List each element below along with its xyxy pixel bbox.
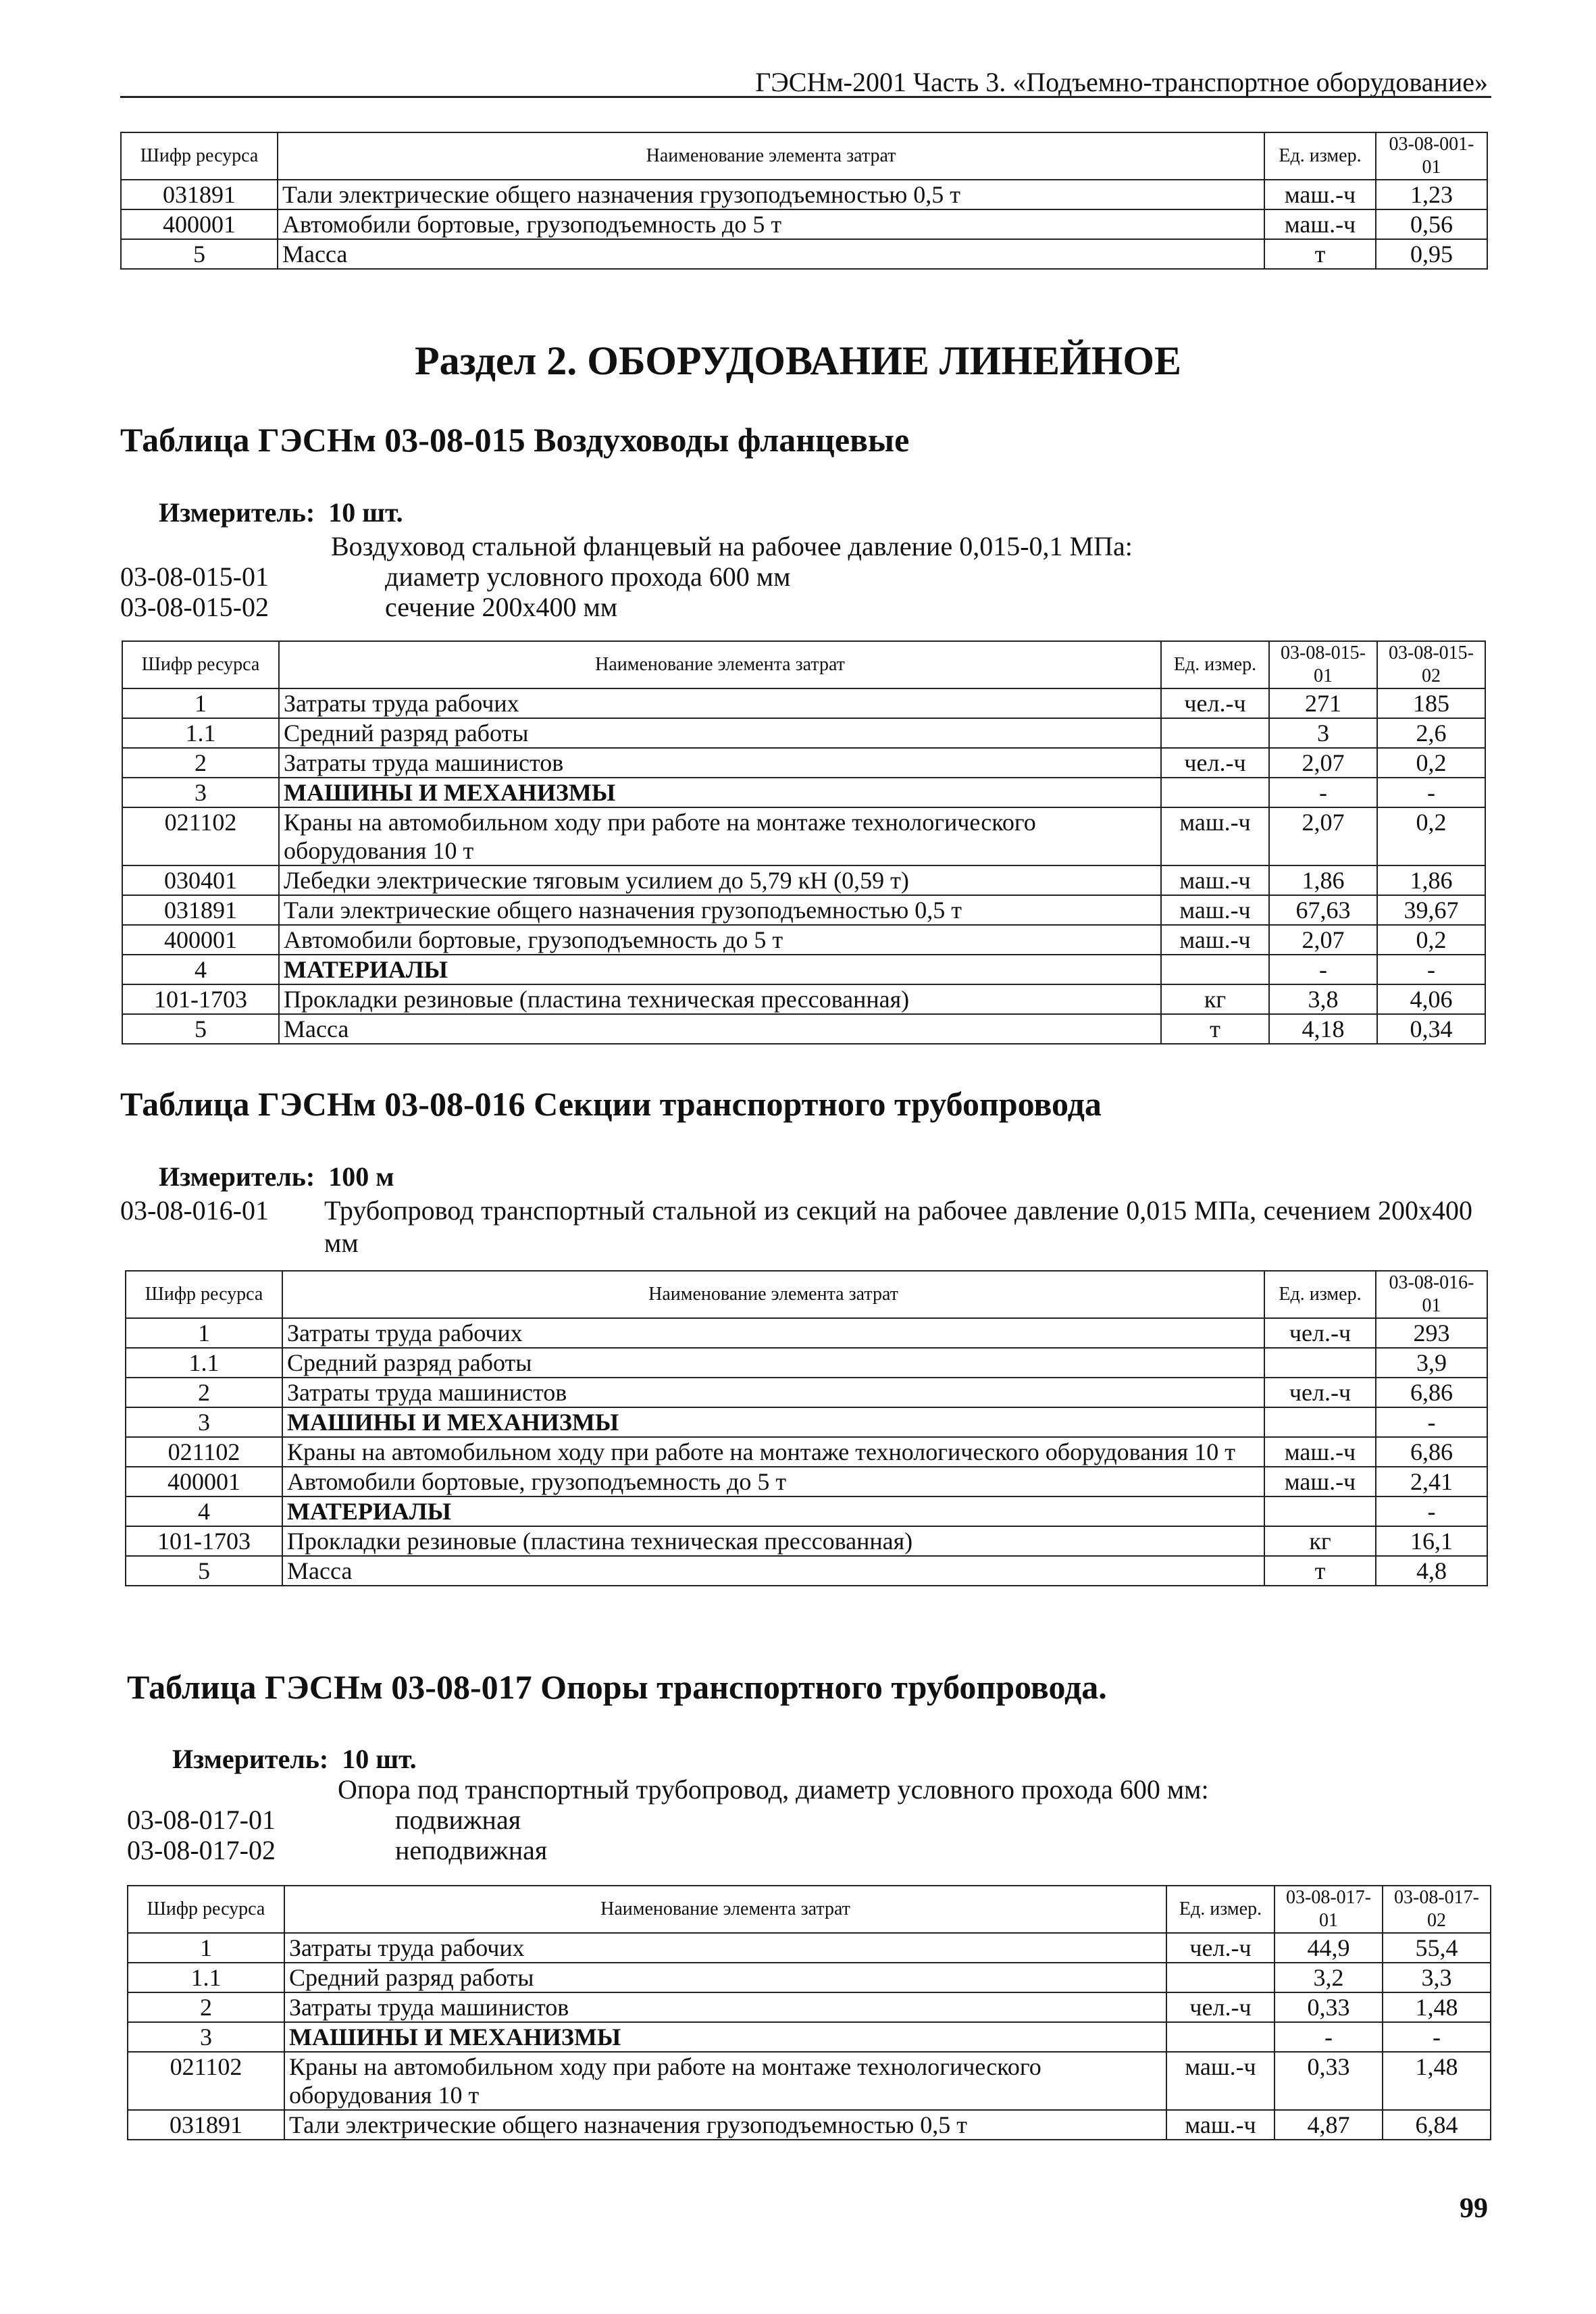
value-cell: - (1376, 1407, 1487, 1437)
item-text: Трубопровод транспортный стальной из секций на рабочее давление 0,015 МПа, сечением 200х400 мм (324, 1195, 1472, 1258)
value-cell: 0,2 (1377, 807, 1485, 865)
resource-code-cell: 400001 (121, 209, 278, 239)
resource-name-cell: Масса (278, 239, 1264, 269)
resource-code-cell: 2 (122, 748, 279, 778)
value-cell: 2,6 (1377, 718, 1485, 748)
resource-code-cell: 3 (128, 2022, 284, 2052)
value-cell: 2,07 (1269, 748, 1377, 778)
value-cell: - (1377, 955, 1485, 984)
resource-code-cell: 5 (122, 1014, 279, 1044)
value-cell: 4,18 (1269, 1014, 1377, 1044)
resource-name-cell: Краны на автомобильном ходу при работе на монтаже технологического оборудования 10 т (282, 1437, 1264, 1467)
resource-code-cell: 4 (126, 1496, 282, 1526)
value-cell: 0,56 (1376, 209, 1487, 239)
unit-cell: маш.-ч (1166, 2052, 1275, 2110)
header-unit: Ед. измер. (1264, 1271, 1376, 1318)
table-row (122, 1014, 1485, 1044)
meter-value: 10 шт. (342, 1744, 417, 1774)
resource-name-cell: МАТЕРИАЛЫ (279, 955, 1161, 984)
resource-table-03-08-016 (125, 1270, 1488, 1586)
value-cell: 293 (1376, 1318, 1487, 1348)
resource-name-cell: Лебедки электрические тяговым усилием до 5,79 кН (0,59 т) (279, 865, 1161, 895)
unit-cell (1166, 2022, 1275, 2052)
value-cell: 6,84 (1383, 2110, 1491, 2140)
item-code: 03-08-017-02 (127, 1835, 276, 1865)
header-unit: Ед. измер. (1166, 1886, 1275, 1933)
table-row (122, 865, 1485, 895)
resource-code-cell: 1.1 (126, 1348, 282, 1378)
value-cell: 2,07 (1269, 925, 1377, 955)
resource-code-cell: 5 (126, 1556, 282, 1586)
unit-cell (1264, 1348, 1376, 1378)
resource-name-cell: Затраты труда машинистов (282, 1378, 1264, 1407)
value-cell: 1,48 (1383, 1992, 1491, 2022)
unit-cell: чел.-ч (1161, 688, 1269, 718)
value-cell: - (1269, 955, 1377, 984)
value-cell: 3,9 (1376, 1348, 1487, 1378)
meter-017 (172, 1743, 417, 1775)
resource-code-cell: 1 (128, 1933, 284, 1963)
value-cell: 271 (1269, 688, 1377, 718)
table-row (128, 1992, 1491, 2022)
table-row (126, 1526, 1487, 1556)
item-text: неподвижная (395, 1835, 548, 1865)
table-title-016: Таблица ГЭСНм 03-08-016 Секции транспортного трубопровода (120, 1085, 1102, 1123)
resource-code-cell: 031891 (122, 895, 279, 925)
meter-label: Измеритель: (172, 1744, 329, 1774)
value-cell: - (1275, 2022, 1383, 2052)
unit-cell: чел.-ч (1166, 1933, 1275, 1963)
header-name: Наименование элемента затрат (282, 1271, 1264, 1318)
table-row (126, 1378, 1487, 1407)
unit-cell: чел.-ч (1264, 1378, 1376, 1407)
value-cell: - (1383, 2022, 1491, 2052)
table-title-015: Таблица ГЭСНм 03-08-015 Воздуховоды фланцевые (120, 421, 910, 459)
value-cell: 16,1 (1376, 1526, 1487, 1556)
table-row (121, 180, 1487, 209)
item-code: 03-08-015-01 (120, 561, 269, 592)
value-cell: 1,48 (1383, 2052, 1491, 2110)
value-cell: 2,07 (1269, 807, 1377, 865)
value-cell: - (1376, 1496, 1487, 1526)
unit-cell (1161, 778, 1269, 807)
table-row (122, 718, 1485, 748)
table-row (128, 2110, 1491, 2140)
table-row (122, 807, 1485, 865)
resource-name-cell: Тали электрические общего назначения грузоподъемностью 0,5 т (279, 895, 1161, 925)
value-cell: 2,41 (1376, 1467, 1487, 1496)
resource-code-cell: 2 (126, 1378, 282, 1407)
value-cell: 3,8 (1269, 984, 1377, 1014)
table-row (122, 778, 1485, 807)
table-row (126, 1496, 1487, 1526)
table-row (126, 1437, 1487, 1467)
table-body (121, 180, 1487, 269)
intro-015: Воздуховод стальной фланцевый на рабочее давление 0,015-0,1 МПа: (331, 531, 1133, 561)
table-body (122, 688, 1485, 1044)
meter-value: 10 шт. (328, 497, 403, 528)
unit-cell: чел.-ч (1166, 1992, 1275, 2022)
table-row (126, 1556, 1487, 1586)
resource-name-cell: МАТЕРИАЛЫ (282, 1496, 1264, 1526)
table-row (128, 1963, 1491, 1992)
table-row (126, 1348, 1487, 1378)
value-cell: 39,67 (1377, 895, 1485, 925)
unit-cell: маш.-ч (1161, 807, 1269, 865)
item-text: диаметр условного прохода 600 мм (385, 561, 791, 592)
meter-015 (159, 497, 403, 528)
resource-code-cell: 5 (121, 239, 278, 269)
resource-name-cell: Краны на автомобильном ходу при работе на монтаже технологического оборудования 10 т (284, 2052, 1166, 2110)
header-code: Шифр ресурса (128, 1886, 284, 1933)
resource-name-cell: Затраты труда машинистов (284, 1992, 1166, 2022)
value-cell: 67,63 (1269, 895, 1377, 925)
value-cell: 1,23 (1376, 180, 1487, 209)
running-header: ГЭСНм-2001 Часть 3. «Подъемно-транспортное оборудование» (755, 67, 1488, 97)
value-cell: 6,86 (1376, 1378, 1487, 1407)
resource-name-cell: Затраты труда рабочих (282, 1318, 1264, 1348)
table-row (121, 239, 1487, 269)
header-col: 03-08-016-01 (1376, 1271, 1487, 1318)
header-col: 03-08-017-02 (1383, 1886, 1491, 1933)
resource-table-03-08-001 (120, 132, 1488, 270)
item-code: 03-08-016-01 (120, 1195, 269, 1226)
resource-code-cell: 1 (122, 688, 279, 718)
resource-name-cell: Затраты труда рабочих (284, 1933, 1166, 1963)
resource-code-cell: 400001 (126, 1467, 282, 1496)
unit-cell: маш.-ч (1161, 865, 1269, 895)
resource-code-cell: 031891 (128, 2110, 284, 2140)
resource-name-cell: Краны на автомобильном ходу при работе на монтаже технологического оборудования 10 т (279, 807, 1161, 865)
item-text: сечение 200х400 мм (385, 592, 618, 622)
meter-value: 100 м (328, 1161, 394, 1192)
value-cell: 3,2 (1275, 1963, 1383, 1992)
unit-cell: маш.-ч (1264, 1437, 1376, 1467)
header-unit: Ед. измер. (1264, 132, 1376, 180)
item-text: подвижная (395, 1805, 521, 1835)
value-cell: 0,95 (1376, 239, 1487, 269)
header-code: Шифр ресурса (122, 641, 279, 688)
resource-name-cell: Средний разряд работы (284, 1963, 1166, 1992)
unit-cell: маш.-ч (1166, 2110, 1275, 2140)
resource-name-cell: Прокладки резиновые (пластина техническая прессованная) (279, 984, 1161, 1014)
unit-cell: т (1161, 1014, 1269, 1044)
value-cell: 0,2 (1377, 925, 1485, 955)
resource-name-cell: Затраты труда рабочих (279, 688, 1161, 718)
value-cell: 3 (1269, 718, 1377, 748)
header-code: Шифр ресурса (121, 132, 278, 180)
resource-code-cell: 101-1703 (122, 984, 279, 1014)
resource-name-cell: Тали электрические общего назначения грузоподъемностью 0,5 т (278, 180, 1264, 209)
unit-cell: маш.-ч (1264, 1467, 1376, 1496)
table-row (122, 895, 1485, 925)
table-body (128, 1933, 1491, 2140)
unit-cell: маш.-ч (1264, 180, 1376, 209)
resource-code-cell: 021102 (126, 1437, 282, 1467)
unit-cell: т (1264, 1556, 1376, 1586)
meter-label: Измеритель: (159, 497, 315, 528)
table-row (128, 2022, 1491, 2052)
resource-name-cell: Прокладки резиновые (пластина техническая прессованная) (282, 1526, 1264, 1556)
intro-017: Опора под транспортный трубопровод, диаметр условного прохода 600 мм: (338, 1774, 1209, 1805)
table-body (126, 1318, 1487, 1586)
resource-name-cell: МАШИНЫ И МЕХАНИЗМЫ (284, 2022, 1166, 2052)
unit-cell: т (1264, 239, 1376, 269)
section-title: Раздел 2. ОБОРУДОВАНИЕ ЛИНЕЙНОЕ (414, 338, 1182, 383)
value-cell: 0,33 (1275, 1992, 1383, 2022)
resource-code-cell: 1 (126, 1318, 282, 1348)
header-name: Наименование элемента затрат (278, 132, 1264, 180)
resource-name-cell: Автомобили бортовые, грузоподъемность до 5 т (282, 1467, 1264, 1496)
table-row (126, 1467, 1487, 1496)
value-cell: 4,8 (1376, 1556, 1487, 1586)
header-col: 03-08-001-01 (1376, 132, 1487, 180)
item-code: 03-08-017-01 (127, 1805, 276, 1835)
unit-cell (1264, 1496, 1376, 1526)
resource-name-cell: Масса (282, 1556, 1264, 1586)
meter-label: Измеритель: (159, 1161, 315, 1192)
table-row (128, 2052, 1491, 2110)
table-row (121, 209, 1487, 239)
header-rule (120, 96, 1491, 98)
value-cell: 0,33 (1275, 2052, 1383, 2110)
resource-code-cell: 101-1703 (126, 1526, 282, 1556)
resource-code-cell: 021102 (122, 807, 279, 865)
resource-code-cell: 400001 (122, 925, 279, 955)
value-cell: 4,06 (1377, 984, 1485, 1014)
value-cell: 55,4 (1383, 1933, 1491, 1963)
header-name: Наименование элемента затрат (284, 1886, 1166, 1933)
resource-name-cell: Масса (279, 1014, 1161, 1044)
table-row (122, 955, 1485, 984)
resource-name-cell: Средний разряд работы (279, 718, 1161, 748)
header-col: 03-08-015-02 (1377, 641, 1485, 688)
table-row (122, 688, 1485, 718)
value-cell: 4,87 (1275, 2110, 1383, 2140)
table-row (128, 1933, 1491, 1963)
resource-code-cell: 021102 (128, 2052, 284, 2110)
meter-016 (159, 1161, 394, 1192)
value-cell: 3,3 (1383, 1963, 1491, 1992)
unit-cell (1161, 955, 1269, 984)
value-cell: - (1269, 778, 1377, 807)
unit-cell: чел.-ч (1264, 1318, 1376, 1348)
header-col: 03-08-015-01 (1269, 641, 1377, 688)
header-code: Шифр ресурса (126, 1271, 282, 1318)
unit-cell (1161, 718, 1269, 748)
unit-cell: чел.-ч (1161, 748, 1269, 778)
resource-name-cell: МАШИНЫ И МЕХАНИЗМЫ (282, 1407, 1264, 1437)
value-cell: 44,9 (1275, 1933, 1383, 1963)
unit-cell: маш.-ч (1264, 209, 1376, 239)
value-cell: 185 (1377, 688, 1485, 718)
resource-table-03-08-017 (127, 1885, 1491, 2140)
value-cell: 1,86 (1377, 865, 1485, 895)
value-cell: - (1377, 778, 1485, 807)
table-row (122, 748, 1485, 778)
resource-code-cell: 3 (126, 1407, 282, 1437)
header-col: 03-08-017-01 (1275, 1886, 1383, 1933)
table-title-017: Таблица ГЭСНм 03-08-017 Опоры транспортного трубопровода. (127, 1668, 1107, 1706)
unit-cell: кг (1161, 984, 1269, 1014)
value-cell: 0,2 (1377, 748, 1485, 778)
header-name: Наименование элемента затрат (279, 641, 1161, 688)
value-cell: 1,86 (1269, 865, 1377, 895)
unit-cell: маш.-ч (1161, 925, 1269, 955)
resource-code-cell: 1.1 (122, 718, 279, 748)
item-code: 03-08-015-02 (120, 592, 269, 622)
resource-code-cell: 3 (122, 778, 279, 807)
unit-cell: маш.-ч (1161, 895, 1269, 925)
resource-code-cell: 030401 (122, 865, 279, 895)
resource-table-03-08-015 (122, 640, 1486, 1045)
page-number: 99 (1460, 2193, 1488, 2224)
value-cell: 0,34 (1377, 1014, 1485, 1044)
resource-code-cell: 4 (122, 955, 279, 984)
resource-name-cell: Тали электрические общего назначения грузоподъемностью 0,5 т (284, 2110, 1166, 2140)
resource-code-cell: 031891 (121, 180, 278, 209)
resource-name-cell: Средний разряд работы (282, 1348, 1264, 1378)
unit-cell (1166, 1963, 1275, 1992)
resource-code-cell: 2 (128, 1992, 284, 2022)
table-row (122, 925, 1485, 955)
resource-code-cell: 1.1 (128, 1963, 284, 1992)
resource-name-cell: Автомобили бортовые, грузоподъемность до 5 т (279, 925, 1161, 955)
unit-cell: кг (1264, 1526, 1376, 1556)
resource-name-cell: Автомобили бортовые, грузоподъемность до 5 т (278, 209, 1264, 239)
resource-name-cell: МАШИНЫ И МЕХАНИЗМЫ (279, 778, 1161, 807)
resource-name-cell: Затраты труда машинистов (279, 748, 1161, 778)
unit-cell (1264, 1407, 1376, 1437)
value-cell: 6,86 (1376, 1437, 1487, 1467)
table-row (126, 1318, 1487, 1348)
table-row (126, 1407, 1487, 1437)
header-unit: Ед. измер. (1161, 641, 1269, 688)
table-row (122, 984, 1485, 1014)
